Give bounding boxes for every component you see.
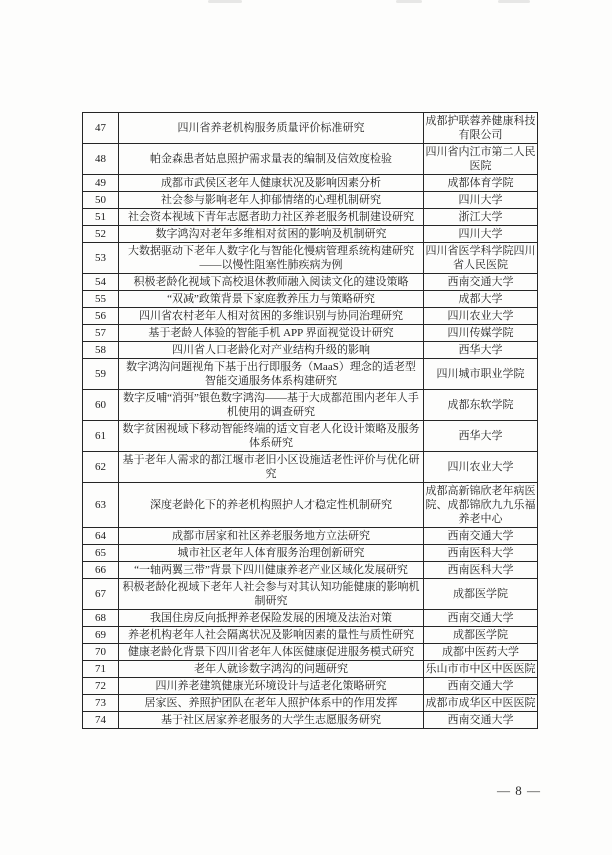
institution-cell: 西华大学 bbox=[424, 342, 538, 359]
project-title-cell: 数字鸿沟对老年多维相对贫困的影响及机制研究 bbox=[119, 226, 424, 243]
institution-cell: 成都医学院 bbox=[424, 579, 538, 610]
row-number-cell: 72 bbox=[83, 678, 119, 695]
table-row bbox=[83, 678, 538, 695]
project-title-cell: 深度老龄化下的养老机构照护人才稳定性机制研究 bbox=[119, 483, 424, 528]
project-title-cell: 成都市武侯区老年人健康状况及影响因素分析 bbox=[119, 175, 424, 192]
institution-cell: 西南交通大学 bbox=[424, 528, 538, 545]
institution-cell: 四川大学 bbox=[424, 192, 538, 209]
project-title-cell: 数字贫困视域下移动智能终端的适文盲老人化设计策略及服务体系研究 bbox=[119, 421, 424, 452]
row-number-cell: 51 bbox=[83, 209, 119, 226]
project-title-cell: 大数据驱动下老年人数字化与智能化慢病管理系统构建研究——以慢性阻塞性肺疾病为例 bbox=[119, 243, 424, 274]
institution-cell: 西南交通大学 bbox=[424, 678, 538, 695]
project-title-cell: 数字鸿沟问题视角下基于出行即服务（MaaS）理念的适老型智能交通服务体系构建研究 bbox=[119, 359, 424, 390]
table-row bbox=[83, 359, 538, 390]
row-number-cell: 52 bbox=[83, 226, 119, 243]
project-title-cell: 数字反哺“消弭”银色数字鸿沟——基于大成都范围内老年人手机使用的调查研究 bbox=[119, 390, 424, 421]
institution-cell: 西南医科大学 bbox=[424, 545, 538, 562]
project-title-cell: 四川省人口老龄化对产业结构升级的影响 bbox=[119, 342, 424, 359]
institution-cell: 西南交通大学 bbox=[424, 274, 538, 291]
table-row bbox=[83, 528, 538, 545]
table-row bbox=[83, 209, 538, 226]
row-number-cell: 55 bbox=[83, 291, 119, 308]
row-number-cell: 68 bbox=[83, 610, 119, 627]
institution-cell: 成都中医药大学 bbox=[424, 644, 538, 661]
project-title-cell: 成都市居家和社区养老服务地方立法研究 bbox=[119, 528, 424, 545]
row-number-cell: 70 bbox=[83, 644, 119, 661]
institution-cell: 西南交通大学 bbox=[424, 712, 538, 729]
institution-cell: 成都体育学院 bbox=[424, 175, 538, 192]
project-title-cell: 社会资本视域下青年志愿者助力社区养老服务机制建设研究 bbox=[119, 209, 424, 226]
institution-cell: 四川城市职业学院 bbox=[424, 359, 538, 390]
research-project-table-body bbox=[83, 113, 538, 729]
row-number-cell: 53 bbox=[83, 243, 119, 274]
institution-cell: 成都东软学院 bbox=[424, 390, 538, 421]
row-number-cell: 47 bbox=[83, 113, 119, 144]
table-row bbox=[83, 342, 538, 359]
row-number-cell: 54 bbox=[83, 274, 119, 291]
row-number-cell: 60 bbox=[83, 390, 119, 421]
project-title-cell: 健康老龄化背景下四川省老年人体医健康促进服务模式研究 bbox=[119, 644, 424, 661]
row-number-cell: 66 bbox=[83, 562, 119, 579]
institution-cell: 成都大学 bbox=[424, 291, 538, 308]
table-row bbox=[83, 695, 538, 712]
row-number-cell: 64 bbox=[83, 528, 119, 545]
row-number-cell: 61 bbox=[83, 421, 119, 452]
table-row bbox=[83, 390, 538, 421]
page-number: — 8 — bbox=[497, 783, 541, 798]
table-row bbox=[83, 644, 538, 661]
table-row bbox=[83, 226, 538, 243]
row-number-cell: 69 bbox=[83, 627, 119, 644]
table-row bbox=[83, 274, 538, 291]
project-title-cell: 我国住房反向抵押养老保险发展的困境及法治对策 bbox=[119, 610, 424, 627]
row-number-cell: 59 bbox=[83, 359, 119, 390]
row-number-cell: 67 bbox=[83, 579, 119, 610]
institution-cell: 西南医科大学 bbox=[424, 562, 538, 579]
table-row bbox=[83, 113, 538, 144]
table-row bbox=[83, 144, 538, 175]
research-project-table bbox=[82, 112, 538, 729]
row-number-cell: 48 bbox=[83, 144, 119, 175]
institution-cell: 成都高新锦欣老年病医院、成都锦欣九九乐福养老中心 bbox=[424, 483, 538, 528]
project-title-cell: 居家医、养照护团队在老年人照护体系中的作用发挥 bbox=[119, 695, 424, 712]
row-number-cell: 65 bbox=[83, 545, 119, 562]
row-number-cell: 56 bbox=[83, 308, 119, 325]
project-title-cell: 积极老龄化视域下老年人社会参与对其认知功能健康的影响机制研究 bbox=[119, 579, 424, 610]
project-title-cell: 基于社区居家养老服务的大学生志愿服务研究 bbox=[119, 712, 424, 729]
table-row bbox=[83, 325, 538, 342]
institution-cell: 四川省医学科学院四川省人民医院 bbox=[424, 243, 538, 274]
row-number-cell: 63 bbox=[83, 483, 119, 528]
scan-artifact bbox=[208, 0, 242, 3]
institution-cell: 四川省内江市第二人民医院 bbox=[424, 144, 538, 175]
project-title-cell: “一轴两翼三带”背景下四川健康养老产业区域化发展研究 bbox=[119, 562, 424, 579]
project-title-cell: 老年人就诊数字鸿沟的问题研究 bbox=[119, 661, 424, 678]
project-title-cell: 城市社区老年人体育服务治理创新研究 bbox=[119, 545, 424, 562]
row-number-cell: 62 bbox=[83, 452, 119, 483]
table-row bbox=[83, 545, 538, 562]
table-row bbox=[83, 712, 538, 729]
table-row bbox=[83, 291, 538, 308]
institution-cell: 成都市成华区中医医院 bbox=[424, 695, 538, 712]
table-row bbox=[83, 243, 538, 274]
institution-cell: 西南交通大学 bbox=[424, 610, 538, 627]
project-title-cell: 四川省农村老年人相对贫困的多维识别与协同治理研究 bbox=[119, 308, 424, 325]
project-title-cell: 基于老年人需求的都江堰市老旧小区设施适老性评价与优化研究 bbox=[119, 452, 424, 483]
row-number-cell: 73 bbox=[83, 695, 119, 712]
row-number-cell: 49 bbox=[83, 175, 119, 192]
institution-cell: 四川大学 bbox=[424, 226, 538, 243]
project-title-cell: 帕金森患者姑息照护需求量表的编制及信效度检验 bbox=[119, 144, 424, 175]
institution-cell: 四川传媒学院 bbox=[424, 325, 538, 342]
project-title-cell: 养老机构老年人社会隔离状况及影响因素的量性与质性研究 bbox=[119, 627, 424, 644]
row-number-cell: 57 bbox=[83, 325, 119, 342]
project-title-cell: 四川养老建筑健康光环境设计与适老化策略研究 bbox=[119, 678, 424, 695]
table-row bbox=[83, 661, 538, 678]
table-row bbox=[83, 175, 538, 192]
table-row bbox=[83, 610, 538, 627]
row-number-cell: 74 bbox=[83, 712, 119, 729]
table-row bbox=[83, 627, 538, 644]
project-title-cell: 基于老龄人体验的智能手机 APP 界面视觉设计研究 bbox=[119, 325, 424, 342]
institution-cell: 四川农业大学 bbox=[424, 452, 538, 483]
row-number-cell: 50 bbox=[83, 192, 119, 209]
table-row bbox=[83, 308, 538, 325]
project-title-cell: 积极老龄化视域下高校退休教师融入阅读文化的建设策略 bbox=[119, 274, 424, 291]
project-title-cell: 四川省养老机构服务质量评价标准研究 bbox=[119, 113, 424, 144]
table-row bbox=[83, 562, 538, 579]
table-row bbox=[83, 452, 538, 483]
scan-artifact bbox=[498, 0, 530, 3]
table-row bbox=[83, 192, 538, 209]
row-number-cell: 58 bbox=[83, 342, 119, 359]
institution-cell: 浙江大学 bbox=[424, 209, 538, 226]
table-row bbox=[83, 483, 538, 528]
project-title-cell: “双减”政策背景下家庭教养压力与策略研究 bbox=[119, 291, 424, 308]
scan-artifact bbox=[396, 0, 422, 3]
project-title-cell: 社会参与影响老年人抑郁情绪的心理机制研究 bbox=[119, 192, 424, 209]
row-number-cell: 71 bbox=[83, 661, 119, 678]
institution-cell: 成都护联蓉养健康科技有限公司 bbox=[424, 113, 538, 144]
table-row bbox=[83, 579, 538, 610]
institution-cell: 西华大学 bbox=[424, 421, 538, 452]
institution-cell: 乐山市市中区中医医院 bbox=[424, 661, 538, 678]
table-row bbox=[83, 421, 538, 452]
institution-cell: 成都医学院 bbox=[424, 627, 538, 644]
institution-cell: 四川农业大学 bbox=[424, 308, 538, 325]
